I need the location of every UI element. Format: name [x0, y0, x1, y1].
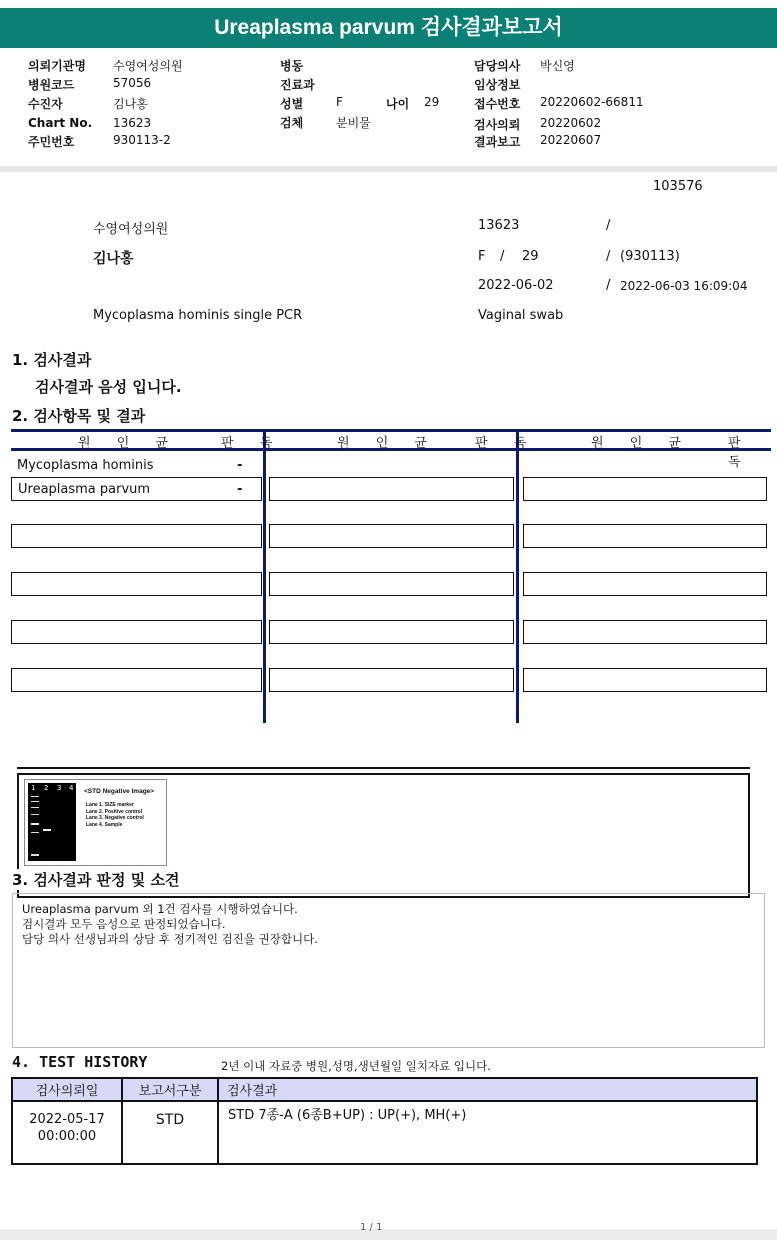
hospital-code-label: 병원코드: [28, 78, 75, 92]
history-row-date: [13, 1111, 121, 1145]
request-label: 검사의뢰: [474, 118, 521, 132]
gel-caption-line: Lane 1. SIZE marker: [86, 802, 134, 808]
info-report-datetime: 2022-06-03 16:09:04: [620, 279, 748, 293]
marker-band: [31, 801, 39, 802]
empty-cell-box: [523, 477, 767, 501]
info-slash-2: /: [500, 249, 505, 264]
positive-band: [43, 829, 51, 831]
section1-result: 검사결과 음성 입니다.: [35, 378, 182, 396]
institution-label: 의뢰기관명: [28, 59, 86, 73]
marker-band: [31, 854, 39, 856]
section4-title: 4. TEST HISTORY: [12, 1053, 148, 1071]
col-judgment-header-2: 판 독: [475, 436, 538, 451]
gel-lane-label: 4: [69, 784, 74, 792]
info-slash-1: /: [606, 218, 611, 233]
info-institution: 수영여성의원: [93, 222, 169, 237]
gel-caption-line: Lane 3. Negative control: [86, 815, 144, 821]
report-title: Ureaplasma parvum 검사결과보고서: [0, 8, 777, 48]
request-value: 20220602: [540, 116, 602, 130]
marker-band: [31, 823, 39, 825]
document-number: 103576: [653, 179, 703, 194]
opinion-line: 담당 의사 선생님과의 상담 후 정기적인 검진을 권장합니다.: [22, 932, 318, 946]
report-value: 20220607: [540, 133, 602, 147]
gel-image-panel: [24, 779, 167, 866]
history-header-rule: [13, 1100, 756, 1102]
column-divider-2: [516, 429, 519, 723]
gel-top-rule: [17, 767, 750, 769]
empty-cell-box: [269, 572, 514, 596]
history-col-date: 검사의뢰일: [35, 1084, 99, 1099]
gel-caption-list: [86, 802, 144, 828]
empty-cell-box: [269, 524, 514, 548]
report-label: 결과보고: [474, 135, 521, 149]
sex-value: F: [336, 95, 343, 109]
opinion-line: Ureaplasma parvum 외 1건 검사를 시행하였습니다.: [22, 902, 298, 916]
col-judgment-header-1: 판 독: [221, 436, 284, 451]
history-time: 00:00:00: [37, 1129, 97, 1144]
hospital-code-value: 57056: [113, 76, 152, 90]
ssn-label: 주민번호: [28, 135, 75, 149]
footer-bar: [0, 1229, 777, 1240]
receipt-label: 접수번호: [474, 97, 521, 111]
marker-band: [31, 796, 39, 797]
empty-cell-box: [523, 620, 767, 644]
institution-value: 수영여성의원: [113, 59, 183, 73]
specimen-value: 분비물: [336, 116, 371, 130]
patient-label: 수진자: [28, 97, 63, 111]
empty-cell-box: [11, 668, 262, 692]
gel-lane-label: 1: [31, 784, 36, 792]
opinion-line: 검시결과 모두 음성으로 판정되었습니다.: [22, 917, 226, 931]
info-patient: 김나홍: [93, 251, 134, 267]
empty-cell-box: [11, 524, 262, 548]
age-value: 29: [424, 95, 440, 109]
col-pathogen-header-2: 원 인 균: [337, 436, 438, 451]
empty-cell-box: [523, 572, 767, 596]
ssn-value: 930113-2: [113, 133, 171, 147]
empty-cell-box: [269, 620, 514, 644]
page-number: 1 / 1: [360, 1222, 383, 1233]
gel-electrophoresis-image: [28, 783, 76, 861]
empty-cell-box: [11, 620, 262, 644]
gel-lane-label: 3: [57, 784, 62, 792]
history-col-result: 검사결과: [227, 1084, 278, 1099]
empty-cell-box: [523, 524, 767, 548]
result-row-pathogen: Mycoplasma hominis: [17, 458, 154, 473]
header-divider: [0, 166, 777, 172]
empty-cell-box: [523, 668, 767, 692]
col-pathogen-header-1: 원 인 균: [78, 436, 179, 451]
history-col-divider-2: [217, 1079, 219, 1163]
result-row-judgment: -: [237, 482, 243, 497]
info-sex: F: [478, 249, 486, 264]
col-pathogen-header-3: 원 인 균: [591, 436, 692, 451]
history-row-result: STD 7종-A (6종B+UP) : UP(+), MH(+): [228, 1108, 467, 1123]
column-divider-1: [263, 429, 266, 723]
ward-label: 병동: [280, 59, 304, 73]
history-col-type: 보고서구분: [138, 1084, 202, 1099]
opinion-box: [12, 893, 765, 1048]
sex-label: 성별: [280, 97, 304, 111]
doctor-value: 박신영: [540, 59, 575, 73]
patient-value: 김나홍: [113, 97, 148, 111]
empty-cell-box: [269, 477, 514, 501]
result-row-pathogen: Ureaplasma parvum: [18, 482, 151, 497]
section2-title: 2. 검사항목 및 결과: [12, 407, 146, 425]
marker-band: [31, 814, 39, 815]
age-label: 나이: [386, 97, 410, 111]
info-request-date: 2022-06-02: [478, 278, 554, 293]
info-birth: (930113): [620, 249, 680, 264]
chart-no-label: Chart No.: [28, 116, 93, 130]
department-label: 진료과: [280, 78, 315, 92]
gel-lane-label: 2: [44, 784, 49, 792]
history-table: [11, 1077, 758, 1165]
doctor-label: 담당의사: [474, 59, 521, 73]
empty-cell-box: [269, 668, 514, 692]
history-row-type: STD: [155, 1112, 185, 1128]
info-test-name: Mycoplasma hominis single PCR: [93, 308, 303, 323]
col-judgment-header-3: 판 독: [728, 436, 752, 470]
gel-caption-title: <STD Negative Image>: [84, 788, 155, 795]
chart-no-value: 13623: [113, 116, 152, 130]
history-note: 2년 이내 자료중 병원,성명,생년월일 일치자료 입니다.: [221, 1059, 491, 1073]
gel-caption-line: Lane 4. Sample: [86, 821, 123, 828]
clinical-label: 임상정보: [474, 78, 521, 92]
section3-title: 3. 검사결과 판정 및 소견: [12, 869, 183, 890]
info-chart: 13623: [478, 218, 520, 233]
section1-title: 1. 검사결과: [12, 351, 92, 369]
result-row-judgment: -: [237, 458, 243, 473]
history-date: 2022-05-17: [29, 1112, 105, 1127]
marker-band: [31, 832, 39, 833]
info-slash-4: /: [606, 278, 611, 293]
marker-band: [31, 807, 39, 808]
info-age: 29: [522, 249, 539, 264]
info-specimen: Vaginal swab: [478, 308, 564, 323]
empty-cell-box: [11, 572, 262, 596]
opinion-text: [22, 902, 318, 947]
specimen-label: 검체: [280, 116, 304, 130]
info-slash-3: /: [606, 249, 611, 264]
receipt-value: 20220602-66811: [540, 95, 644, 109]
gel-caption-line: Lane 2. Positive control: [86, 808, 143, 815]
